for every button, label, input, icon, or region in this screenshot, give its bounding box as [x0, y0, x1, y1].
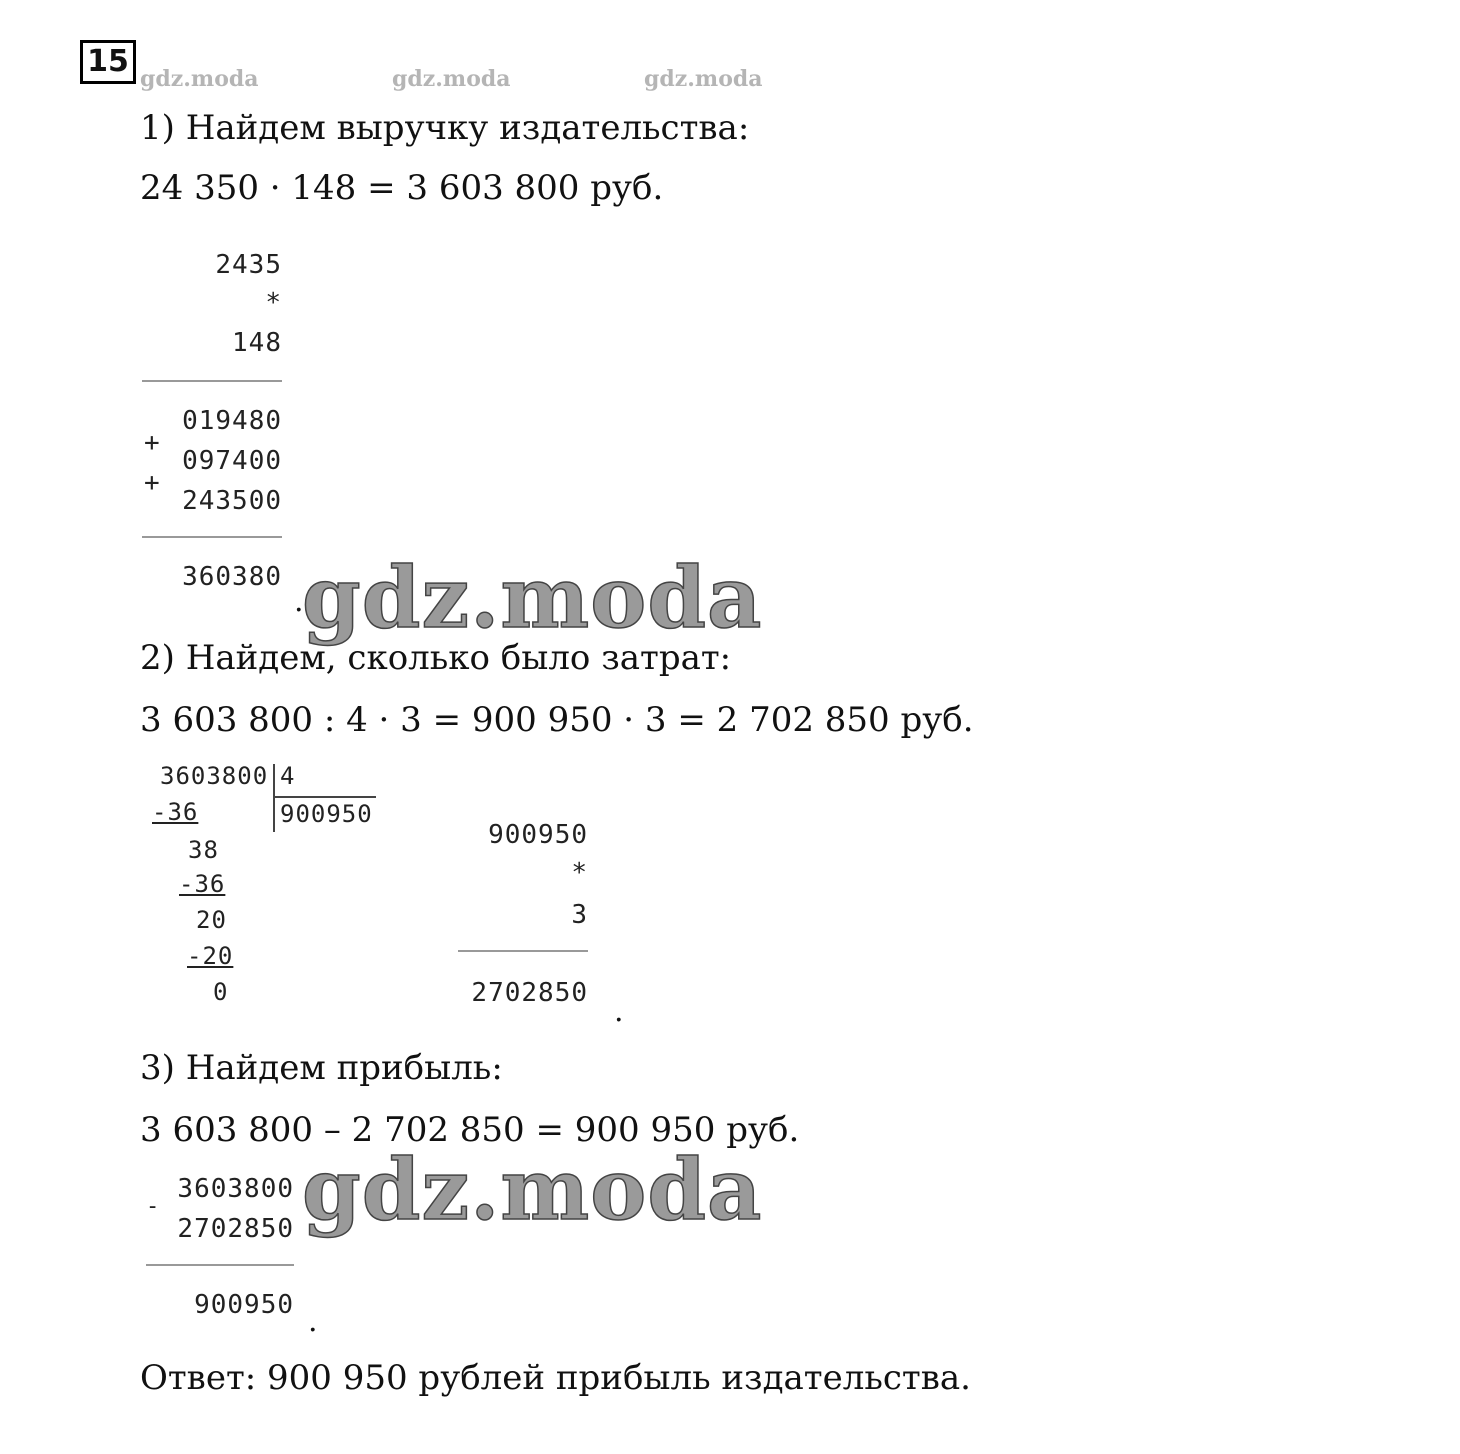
watermark-big-2: gdz.moda [302, 1140, 763, 1239]
step1-partial-3: 243500 [182, 486, 282, 516]
step2-multiplicand: 900950 [488, 820, 588, 850]
step1-dot: . [294, 584, 304, 619]
division-dividend: 3603800 [160, 762, 269, 790]
step1-rule-2 [142, 536, 282, 538]
step1-partial-2: 097400 [182, 446, 282, 476]
step3-operator: - [146, 1194, 161, 1219]
step3-result: 900950 [194, 1290, 294, 1320]
step3-rule [146, 1264, 294, 1266]
answer: Ответ: 900 950 рублей прибыль издательства. [140, 1358, 971, 1398]
watermark-small-1: gdz.moda [140, 66, 259, 92]
division-bracket-vertical [273, 764, 275, 832]
division-divisor: 4 [280, 762, 296, 790]
division-step-2: 38 [188, 836, 219, 864]
step3-minuend: 3603800 [177, 1174, 294, 1204]
division-step-6: 0 [213, 978, 229, 1006]
step2-heading: 2) Найдем, сколько было затрат: [140, 638, 732, 678]
step1-plus-2: + [144, 468, 161, 498]
step1-partial-1: 019480 [182, 406, 282, 436]
step1-plus-1: + [144, 428, 161, 458]
step3-subtrahend: 2702850 [177, 1214, 294, 1244]
step2-dot: . [614, 994, 624, 1029]
step2-rule [458, 950, 588, 952]
step1-multiplicand: 2435 [215, 250, 282, 280]
step1-rule-1 [142, 380, 282, 382]
step1-operator: * [265, 288, 282, 318]
watermark-small-3: gdz.moda [644, 66, 763, 92]
division-bracket-horizontal [274, 796, 376, 798]
step2-multiplier: 3 [571, 900, 588, 930]
step2-operator: * [571, 858, 588, 888]
division-quotient: 900950 [280, 800, 373, 828]
step3-heading: 3) Найдем прибыль: [140, 1048, 503, 1088]
task-number: 15 [80, 40, 136, 84]
step2-result: 2702850 [471, 978, 588, 1008]
step3-dot: . [308, 1304, 318, 1339]
watermark-small-2: gdz.moda [392, 66, 511, 92]
division-step-5: -20 [187, 942, 234, 970]
division-step-1: -36 [152, 798, 199, 826]
step1-heading: 1) Найдем выручку издательства: [140, 108, 750, 148]
division-step-4: 20 [196, 906, 227, 934]
step3-equation: 3 603 800 – 2 702 850 = 900 950 руб. [140, 1110, 800, 1150]
step2-equation: 3 603 800 : 4 · 3 = 900 950 · 3 = 2 702 850 руб. [140, 700, 974, 740]
step1-multiplier: 148 [232, 328, 282, 358]
step1-equation: 24 350 · 148 = 3 603 800 руб. [140, 168, 664, 208]
division-step-3: -36 [179, 870, 226, 898]
step1-result: 360380 [182, 562, 282, 592]
watermark-big-1: gdz.moda [302, 548, 763, 647]
